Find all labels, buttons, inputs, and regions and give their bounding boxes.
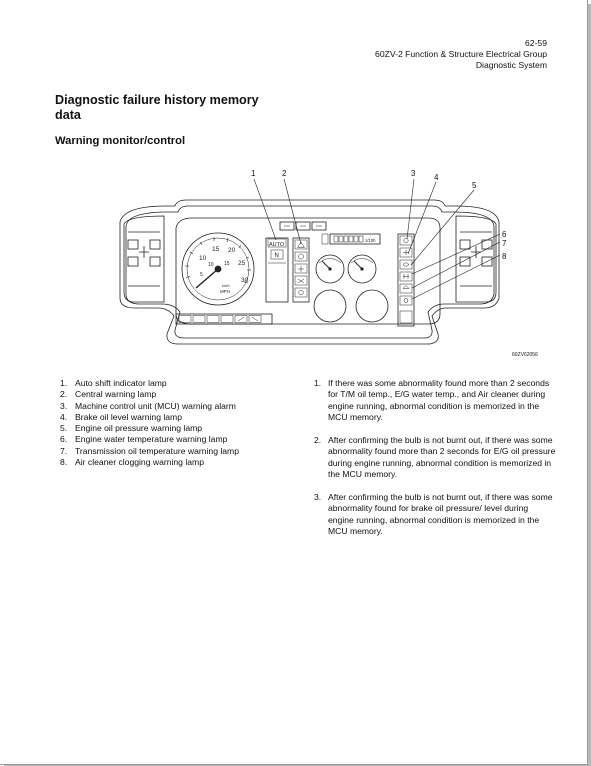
list-item-text: Transmission oil temperature warning lamp xyxy=(75,445,239,456)
lower-left-gauge xyxy=(314,290,346,322)
list-item-number: 7. xyxy=(60,445,68,456)
speed-unit-mph: MPH xyxy=(220,289,230,294)
list-item-text: Machine control unit (MCU) warning alarm xyxy=(75,400,236,411)
scale-inner-10: 10 xyxy=(208,262,214,268)
n-label: N xyxy=(274,253,279,259)
callout-8: 8 xyxy=(502,252,507,261)
list-item-number: 4. xyxy=(60,411,68,422)
list-item-number: 6. xyxy=(60,434,68,445)
list-item-text: Engine oil pressure warning lamp xyxy=(75,423,203,434)
auto-label: AUTO xyxy=(269,242,285,248)
hour-meter-unit: 1/10h xyxy=(365,238,376,243)
note-number: 2. xyxy=(314,435,322,446)
scale-outer-25: 25 xyxy=(238,260,246,267)
page-number: 62-59 xyxy=(525,38,547,48)
right-side-module xyxy=(456,216,496,302)
lower-right-gauge xyxy=(356,290,388,322)
parts-list xyxy=(60,378,310,468)
note-number: 3. xyxy=(314,492,322,503)
notes-list xyxy=(314,378,556,549)
list-item-text: Air cleaner clogging warning lamp xyxy=(75,457,204,468)
scale-outer-15: 15 xyxy=(212,246,220,253)
callout-5: 5 xyxy=(472,181,477,190)
note-item xyxy=(314,378,556,424)
list-item xyxy=(60,389,310,400)
section-subtitle: Warning monitor/control xyxy=(55,135,186,147)
list-item-number: 5. xyxy=(60,423,68,434)
note-item xyxy=(314,435,556,481)
list-item-text: Auto shift indicator lamp xyxy=(75,378,167,388)
scale-inner-5: 5 xyxy=(200,272,203,278)
scale-outer-10: 10 xyxy=(199,255,207,262)
callout-7: 7 xyxy=(502,239,507,248)
list-item xyxy=(60,457,310,468)
list-item xyxy=(60,446,310,457)
callout-6: 6 xyxy=(502,230,507,239)
note-item xyxy=(314,492,556,538)
list-item-text: Engine water temperature warning lamp xyxy=(75,434,228,445)
instrument-panel-figure xyxy=(100,166,520,356)
scale-outer-30: 30 xyxy=(241,277,249,284)
note-text: If there was some abnormality found more than 2 seconds for T/M oil temp., E/G water temp., and Air cleaner during engine running, abnormal condition is memorized in the MCU memory. xyxy=(328,378,550,423)
left-side-module xyxy=(124,216,164,302)
list-item-number: 8. xyxy=(60,457,68,468)
list-item-number: 2. xyxy=(60,389,68,400)
page-title xyxy=(55,93,259,123)
list-item-number: 1. xyxy=(60,378,68,388)
header-section: Diagnostic System xyxy=(475,60,547,70)
list-item-text: Brake oil level warning lamp xyxy=(75,411,182,422)
list-item xyxy=(60,434,310,445)
page-header xyxy=(375,38,547,71)
figure-code: 60ZV62056 xyxy=(512,352,538,358)
page-title-line-2: data xyxy=(55,108,81,122)
scale-outer-20: 20 xyxy=(228,247,236,254)
list-item-text: Central warning lamp xyxy=(75,389,157,400)
list-item xyxy=(60,401,310,412)
speed-unit-kmh: km/h xyxy=(222,284,230,288)
callout-1: 1 xyxy=(251,169,256,178)
scale-inner-15: 15 xyxy=(224,261,230,267)
header-manual-title: 60ZV-2 Function & Structure Electrical Group xyxy=(375,49,547,59)
list-item xyxy=(60,378,310,389)
list-item xyxy=(60,423,310,434)
note-text: After confirming the bulb is not burnt out, if there was some abnormality found more than 2 seconds for E/G oil pressure during engine running, abnormal condition is memorized in the MCU memory. xyxy=(328,435,556,480)
callout-3: 3 xyxy=(411,169,416,178)
list-item xyxy=(60,412,310,423)
callout-4: 4 xyxy=(434,173,439,182)
callout-2: 2 xyxy=(282,169,287,178)
list-item-number: 3. xyxy=(60,400,68,411)
note-text: After confirming the bulb is not burnt out, if there was some abnormality found for brake oil pressure/ level during engine running, abnormal condition is memorized in the MCU memory. xyxy=(328,492,553,537)
page-title-line-1: Diagnostic failure history memory xyxy=(55,93,259,107)
note-number: 1. xyxy=(314,378,322,388)
